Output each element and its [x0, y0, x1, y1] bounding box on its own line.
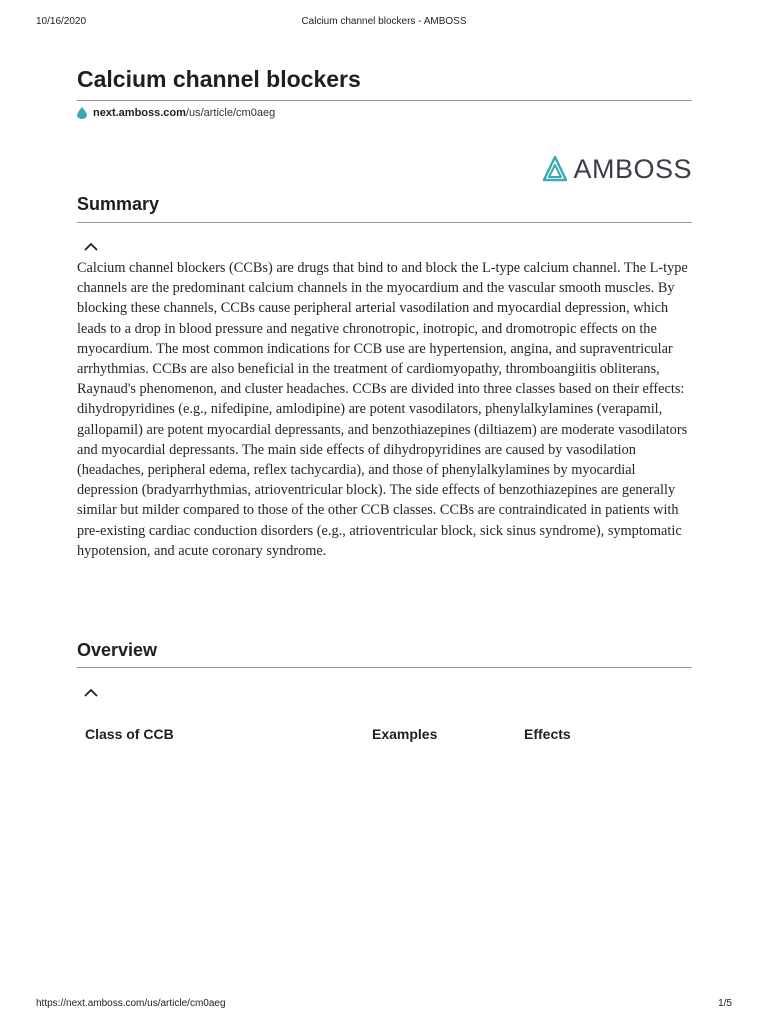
amboss-logo-icon	[543, 156, 567, 182]
summary-text: Calcium channel blockers (CCBs) are drugs that bind to and block the L-type calcium channel. The L-type channels are the predominant calcium channels in the myocardium and the vascular smooth muscles. By blocking these channels, CCBs cause peripheral arterial vasodilation and myocardial depression, which leads to a drop in blood pressure and negative chronotropic, inotropic, and dromotropic effects on the myocardium. The most common indications for CCB use are hypertension, angina, and supraventricular arrhythmias. CCBs are also beneficial in the treatment of cardiomyopathy, thromboangiitis obliterans, Raynaud's phenomenon, and cluster headaches. CCBs are divided into three classes based on their effects: dihydropyridines (e.g., nifedipine, amlodipine) are potent vasodilators, phenylalkylamines (verapamil, gallopamil) are potent myocardial depressants, and benzothiazepines (diltiazem) are moderate vasodilators and myocardial depressants. The main side effects of dihydropyridines are caused by vasodilation (headaches, peripheral edema, reflex tachycardia), and those of phenylalkylamines by myocardial depression (bradyarrhythmias, atrioventricular block). The side effects of benzothiazepines are generally similar but milder compared to those of the other CCB classes. CCBs are contraindicated in patients with pre-existing cardiac conduction disorders (e.g., atrioventricular block, sick sinus syndrome), symptomatic hypotension, and acute coronary syndrome.	[77, 260, 688, 559]
overview-table-header	[85, 726, 685, 744]
page-title: Calcium channel blockers	[77, 66, 361, 92]
overview-heading: Overview	[77, 640, 158, 660]
print-footer	[36, 998, 732, 1012]
summary-heading: Summary	[77, 194, 160, 214]
title-divider	[77, 100, 692, 101]
print-header	[36, 16, 732, 30]
article-url[interactable]	[77, 106, 275, 120]
overview-divider	[77, 667, 692, 668]
column-header-class: Class of CCB	[85, 726, 174, 742]
amboss-drop-icon	[77, 107, 87, 119]
print-date: 10/16/2020	[36, 16, 87, 27]
chevron-up-icon[interactable]	[83, 242, 99, 252]
logo-text: AMBOSS	[573, 153, 692, 184]
column-header-examples: Examples	[372, 726, 438, 742]
print-document-title: Calcium channel blockers - AMBOSS	[301, 16, 467, 27]
url-path[interactable]: /us/article/cm0aeg	[185, 107, 276, 119]
url-host[interactable]: next.amboss.com	[93, 107, 186, 119]
footer-url: https://next.amboss.com/us/article/cm0aeg	[36, 998, 226, 1009]
page-number: 1/5	[718, 998, 732, 1009]
column-header-effects: Effects	[524, 726, 571, 742]
summary-divider	[77, 222, 692, 223]
amboss-logo	[543, 154, 692, 184]
chevron-up-icon[interactable]	[83, 688, 99, 698]
